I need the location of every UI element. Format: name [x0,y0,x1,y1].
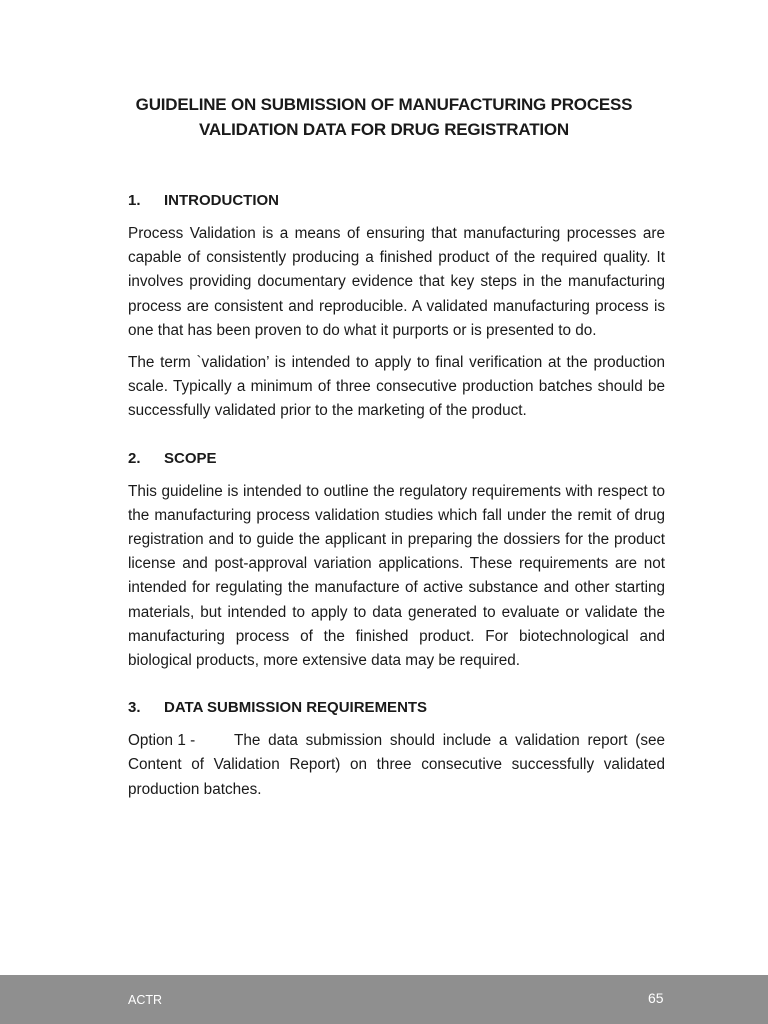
section-title: DATA SUBMISSION REQUIREMENTS [164,699,428,717]
section-number: 3. [128,699,141,717]
section-introduction [128,190,665,424]
section-heading [128,448,665,470]
document-body [128,190,665,802]
section-heading [128,697,665,719]
section-title: SCOPE [164,449,217,467]
paragraph: The term `validation’ is intended to apply to final verification at the production scale. Typically a minimum of three consecutive production batches should be successfully validated prior to the marketing of the product. [128,354,665,420]
page-footer [0,975,768,1024]
paragraph: This guideline is intended to outline the regulatory requirements with respect to the manufacturing process validation studies which fall under the remit of drug registration and to guide the applicant in preparing the dossiers for the product license and post-approval variation applications. These requirements are not intended for regulating the manufacture of active substance and other starting materials, but intended to apply to data generated to evaluate or validate the manufacturing process of the finished product. For biotechnological and biological products, more extensive data may be required. [128,482,665,670]
page-title: GUIDELINE ON SUBMISSION OF MANUFACTURING PROCESS VALIDATION DATA FOR DRUG REGISTRATION [135,95,633,139]
paragraph: Process Validation is a means of ensuring that manufacturing processes are capable of consistently producing a finished product of the required quality. It involves providing documentary evidence that key steps in the manufacturing process are consistent and reproducible. A validated manufacturing process is one that has been proven to do what it purports or is presented to do. [128,225,665,339]
section-data-submission [128,697,665,802]
option-paragraph [128,729,665,802]
section-heading [128,190,665,212]
section-number: 2. [128,449,141,467]
section-scope [128,448,665,674]
option-text: The data submission should include a validation report (see Content of Validation Report) on three consecutive successfully validated production batches. [128,732,665,798]
section-number: 1. [128,192,141,209]
section-title: INTRODUCTION [164,192,279,209]
page-number: 65 [648,990,664,1006]
option-label: Option 1 - [128,732,196,750]
footer-publisher: ACTR [128,993,163,1007]
